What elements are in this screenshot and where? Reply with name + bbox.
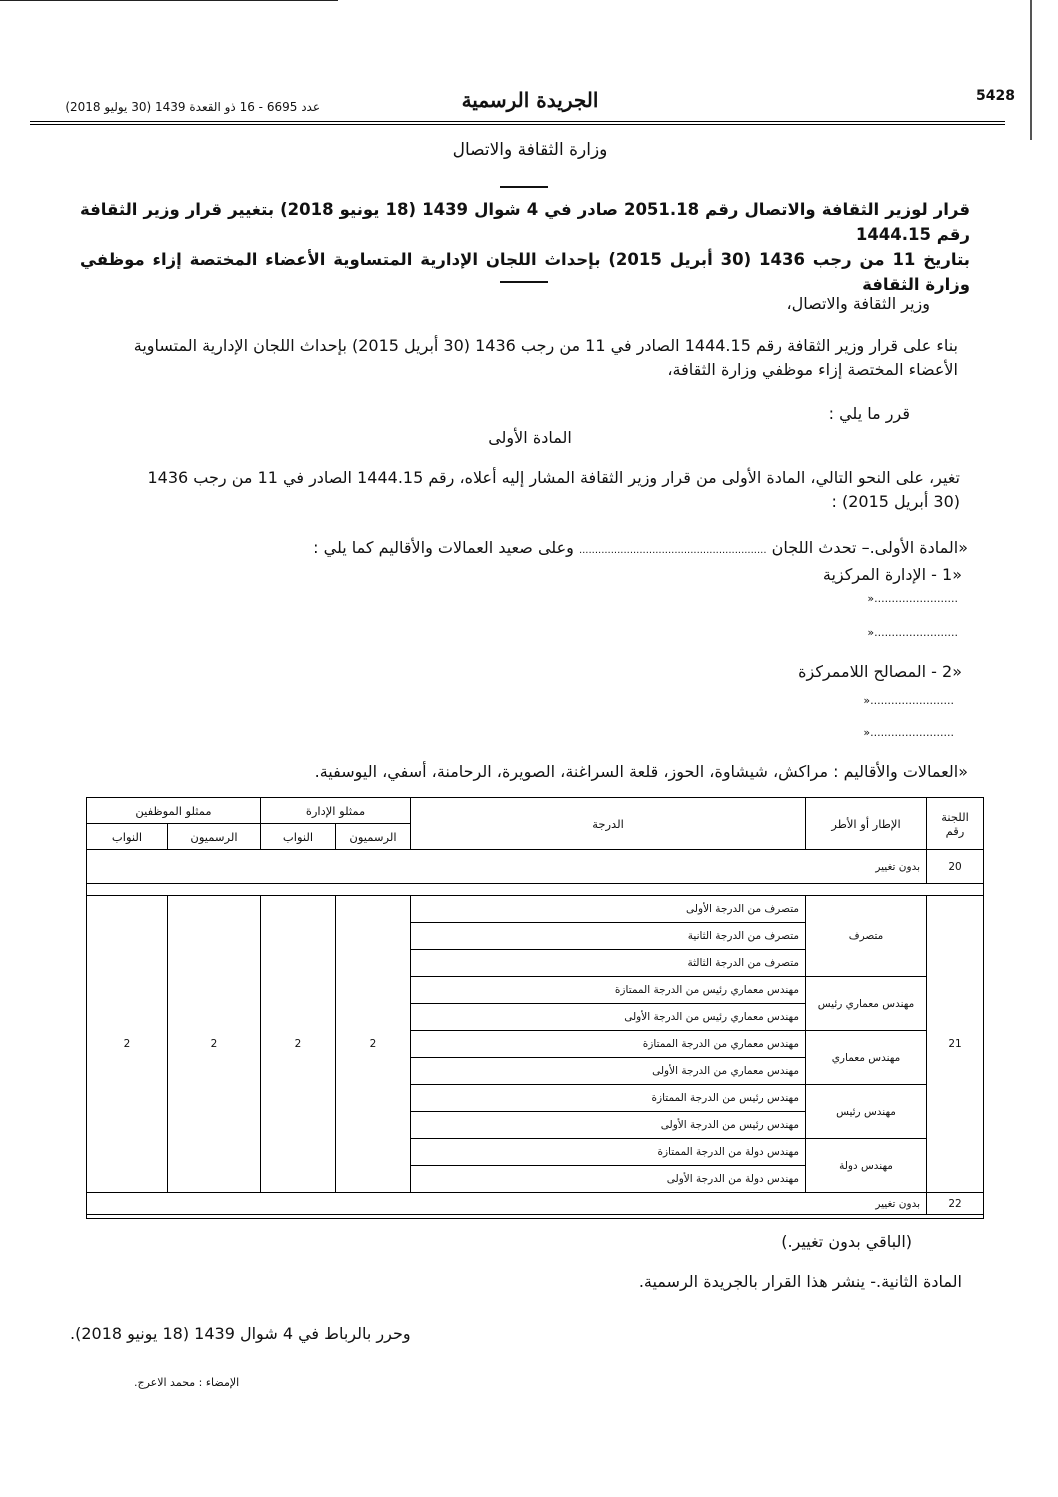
header-admin-deputies: النواب <box>261 824 336 850</box>
page-number: 5428 <box>976 88 1015 104</box>
article1-text-line: تغير، على النحو التالي، المادة الأولى من قرار وزير الثقافة المشار إليه أعلاه، رقم 1444.15 الصادر في 11 من رجب 1436 <box>147 468 960 487</box>
separator-rule <box>500 186 548 188</box>
header-rule <box>30 121 1005 125</box>
gazette-title: الجريدة الرسمية <box>461 88 599 112</box>
decree-title-line: بتاريخ 11 من رجب 1436 (30 أبريل 2015) بإحداث اللجان الإدارية المتساوية الأعضاء المختصة إزاء موظفي وزارة الثقافة <box>80 250 970 294</box>
scan-edge-line <box>0 0 338 1</box>
staff-deputies-count: 2 <box>87 896 168 1193</box>
ellipsis-line: ........................« <box>867 626 958 639</box>
header-cadre: الإطار أو الأطر <box>806 798 927 850</box>
header-staff-reps: ممثلو الموظفين <box>87 798 261 824</box>
grade-cell: مهندس دولة من الدرجة الأولى <box>411 1166 806 1193</box>
minister-line: وزير الثقافة والاتصال، <box>786 294 930 313</box>
ellipsis-line: ........................« <box>863 694 954 707</box>
quote-line <box>120 536 968 563</box>
cadre-cell: متصرف <box>806 896 927 977</box>
grade-cell: مهندس رئيس من الدرجة الممتازة <box>411 1085 806 1112</box>
header-admin-reps: ممثلو الإدارة <box>261 798 411 824</box>
grade-cell: مهندس معماري رئيس من الدرجة الأولى <box>411 1004 806 1031</box>
article1-heading: المادة الأولى <box>488 428 572 447</box>
admin-titular-count: 2 <box>336 896 411 1193</box>
grade-cell: مهندس معماري من الدرجة الممتازة <box>411 1031 806 1058</box>
quote-continuation: وعلى صعيد العمالات والأقاليم كما يلي : <box>313 538 574 557</box>
remainder-note: (الباقي بدون تغيير.) <box>781 1232 912 1251</box>
staff-titular-count: 2 <box>168 896 261 1193</box>
row-note: بدون تغيير <box>87 850 927 884</box>
quote-article-label: «المادة الأولى.– تحدث اللجان <box>771 538 968 557</box>
preamble <box>70 334 958 382</box>
grade-cell: مهندس معماري رئيس من الدرجة الممتازة <box>411 977 806 1004</box>
committee-number: 20 <box>927 850 984 884</box>
grade-cell: متصرف من الدرجة الأولى <box>411 896 806 923</box>
article1-text <box>72 466 960 514</box>
decree-title-line: قرار لوزير الثقافة والاتصال رقم 2051.18 صادر في 4 شوال 1439 (18 يونيو 2018) بتغيير قرار وزير الثقافة رقم 1444.15 <box>80 200 970 244</box>
grade-cell: مهندس دولة من الدرجة الممتازة <box>411 1139 806 1166</box>
header-admin-titular: الرسميون <box>336 824 411 850</box>
committees-table <box>86 797 984 1215</box>
prefectures-list: «العمالات والأقاليم : مراكش، شيشاوة، الحوز، قلعة السراغنة، الصويرة، الرحامنة، أسفي، اليوسفية. <box>314 762 968 781</box>
preamble-line: بناء على قرار وزير الثقافة رقم 1444.15 الصادر في 11 من رجب 1436 (30 أبريل 2015) بإحداث اللجان الإدارية المتساوية <box>133 336 958 355</box>
header-staff-titular: الرسميون <box>168 824 261 850</box>
committee-number: 21 <box>927 896 984 1193</box>
table-header-row <box>87 798 984 824</box>
article1-text-line: (30 أبريل 2015) : <box>831 492 960 511</box>
signature: الإمضاء : محمد الاعرج. <box>134 1376 240 1389</box>
table-row <box>87 896 984 923</box>
spacer-cell <box>87 884 984 896</box>
table-row <box>87 1193 984 1215</box>
cadre-cell: مهندس دولة <box>806 1139 927 1193</box>
place-date: وحرر بالرباط في 4 شوال 1439 (18 يونيو 2018). <box>70 1324 411 1343</box>
central-administration: «1 - الإدارة المركزية <box>822 565 962 584</box>
decentralized-services: «2 - المصالح اللاممركزة <box>798 662 962 681</box>
article2: المادة الثانية.- ينشر هذا القرار بالجريدة الرسمية. <box>638 1272 962 1291</box>
decides-line: قرر ما يلي : <box>828 404 910 423</box>
row-note: بدون تغيير <box>87 1193 927 1215</box>
cadre-cell: مهندس رئيس <box>806 1085 927 1139</box>
committee-number: 22 <box>927 1193 984 1215</box>
scan-edge-mark <box>1030 0 1032 140</box>
admin-deputies-count: 2 <box>261 896 336 1193</box>
separator-rule <box>500 281 548 283</box>
table-row <box>87 850 984 884</box>
header-committee-number: اللجنة رقم <box>927 798 984 850</box>
grade-cell: متصرف من الدرجة الثالثة <box>411 950 806 977</box>
grade-cell: مهندس معماري من الدرجة الأولى <box>411 1058 806 1085</box>
ellipsis-line: ........................« <box>863 726 954 739</box>
header-grade: الدرجة <box>411 798 806 850</box>
cadre-cell: مهندس معماري رئيس <box>806 977 927 1031</box>
ministry-heading: وزارة الثقافة والاتصال <box>452 140 608 160</box>
quote-dots: ........................................................... <box>578 545 767 556</box>
cadre-cell: مهندس معماري <box>806 1031 927 1085</box>
header-staff-deputies: النواب <box>87 824 168 850</box>
table-spacer-row <box>87 884 984 896</box>
ellipsis-line: ........................« <box>867 592 958 605</box>
grade-cell: متصرف من الدرجة الثانية <box>411 923 806 950</box>
grade-cell: مهندس رئيس من الدرجة الأولى <box>411 1112 806 1139</box>
issue-info: عدد 6695 - 16 ذو القعدة 1439 (30 يوليو 2018) <box>65 100 320 114</box>
preamble-line: الأعضاء المختصة إزاء موظفي وزارة الثقافة، <box>667 360 958 379</box>
